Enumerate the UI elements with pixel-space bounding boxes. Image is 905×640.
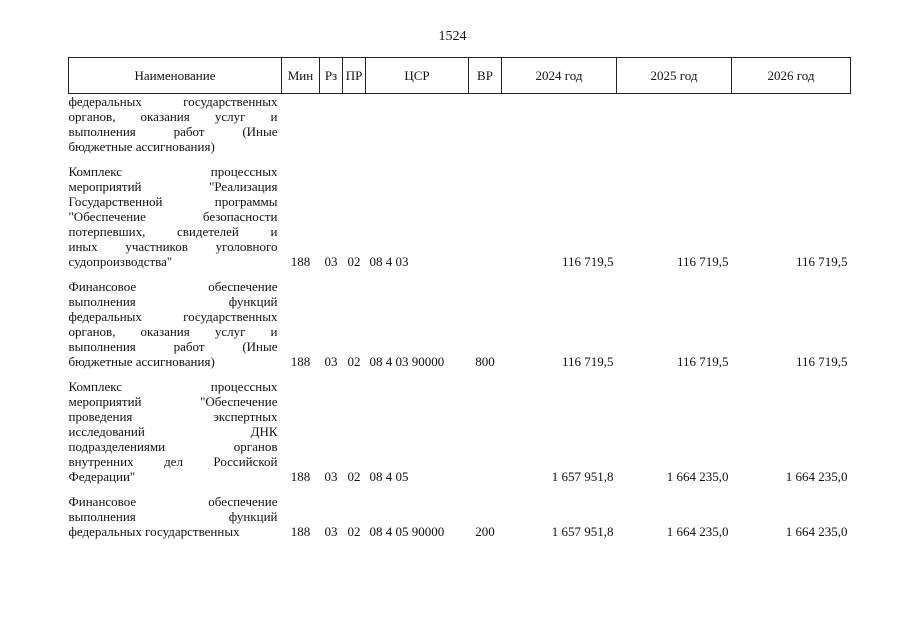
amount-2024-cell: 1 657 951,8 xyxy=(551,524,614,539)
amount-2026-cell: 1 664 235,0 xyxy=(785,469,848,484)
row-spacer xyxy=(69,484,851,494)
table-row xyxy=(69,494,851,539)
col-header-2025: 2025 год xyxy=(617,58,732,94)
row-name-cell xyxy=(69,164,282,269)
min-cell: 188 xyxy=(290,354,311,369)
row-name-line: федеральных государственных xyxy=(68,524,240,539)
table-row xyxy=(69,279,851,369)
row-spacer xyxy=(69,154,851,164)
amount-2026-cell: 116 719,5 xyxy=(795,354,848,369)
budget-table xyxy=(68,57,851,539)
amount-2026-cell xyxy=(732,94,851,155)
amount-2025-cell: 1 664 235,0 xyxy=(666,469,729,484)
row-name-line: внутренних дел Российской xyxy=(68,454,278,469)
row-name-line: подразделениями органов xyxy=(68,439,278,454)
row-name-line: органов, оказания услуг и xyxy=(68,324,278,339)
col-header-vr: ВР xyxy=(469,58,502,94)
csr-cell: 08 4 05 90000 xyxy=(369,524,445,539)
row-name-line: иных участников уголовного xyxy=(68,239,278,254)
csr-cell: 08 4 03 90000 xyxy=(369,354,445,369)
row-name-line: Комплекс процессных xyxy=(68,164,278,179)
rz-cell: 03 xyxy=(324,354,338,369)
page-number: 1524 xyxy=(438,29,467,44)
row-name-line: Федерации" xyxy=(68,469,136,484)
amount-2024-cell: 1 657 951,8 xyxy=(551,469,614,484)
min-cell: 188 xyxy=(290,524,311,539)
row-name-line: федеральных государственных xyxy=(68,94,278,109)
row-name-line: выполнения функций xyxy=(68,509,278,524)
pr-cell: 02 xyxy=(347,354,361,369)
row-spacer-cell xyxy=(69,484,851,494)
row-name-line: выполнения работ (Иные xyxy=(68,124,278,139)
amount-2025-cell: 1 664 235,0 xyxy=(666,524,729,539)
amount-2024-cell xyxy=(502,94,617,155)
row-name-cell xyxy=(69,379,282,484)
pr-cell xyxy=(343,94,366,155)
row-spacer-cell xyxy=(69,269,851,279)
row-name-line: Государственной программы xyxy=(68,194,278,209)
row-spacer xyxy=(69,269,851,279)
row-name-line: Финансовое обеспечение xyxy=(68,494,278,509)
min-cell: 188 xyxy=(290,254,311,269)
csr-cell xyxy=(366,94,469,155)
rz-cell: 03 xyxy=(324,469,338,484)
col-header-name: Наименование xyxy=(69,58,282,94)
table-row xyxy=(69,379,851,484)
col-header-2026: 2026 год xyxy=(732,58,851,94)
rz-cell xyxy=(320,94,343,155)
row-name-line: федеральных государственных xyxy=(68,309,278,324)
pr-cell: 02 xyxy=(347,469,361,484)
rz-cell: 03 xyxy=(324,524,338,539)
amount-2025-cell: 116 719,5 xyxy=(676,254,729,269)
pr-cell: 02 xyxy=(347,524,361,539)
csr-cell: 08 4 03 xyxy=(369,254,409,269)
vr-cell xyxy=(469,94,502,155)
col-header-min: Мин xyxy=(282,58,320,94)
row-name-line: мероприятий "Реализация xyxy=(68,179,278,194)
row-name-line: мероприятий "Обеспечение xyxy=(68,394,278,409)
row-name-line: выполнения работ (Иные xyxy=(68,339,278,354)
amount-2024-cell: 116 719,5 xyxy=(561,254,614,269)
row-name-line: выполнения функций xyxy=(68,294,278,309)
table-row xyxy=(69,94,851,155)
min-cell: 188 xyxy=(290,469,311,484)
amount-2026-cell: 1 664 235,0 xyxy=(785,524,848,539)
row-name-line: органов, оказания услуг и xyxy=(68,109,278,124)
row-spacer-cell xyxy=(69,369,851,379)
col-header-pr: ПР xyxy=(343,58,366,94)
row-name-line: исследований ДНК xyxy=(68,424,278,439)
amount-2026-cell: 116 719,5 xyxy=(795,254,848,269)
vr-cell: 200 xyxy=(475,524,495,539)
row-name-cell xyxy=(69,94,282,155)
col-header-2024: 2024 год xyxy=(502,58,617,94)
row-name-line: Комплекс процессных xyxy=(68,379,278,394)
col-header-csr: ЦСР xyxy=(366,58,469,94)
table-row xyxy=(69,164,851,269)
row-name-cell xyxy=(69,279,282,369)
row-spacer xyxy=(69,369,851,379)
amount-2025-cell xyxy=(617,94,732,155)
table-header-row xyxy=(69,58,851,94)
amount-2025-cell: 116 719,5 xyxy=(676,354,729,369)
row-name-cell xyxy=(69,494,282,539)
csr-cell: 08 4 05 xyxy=(369,469,409,484)
row-name-line: потерпевших, свидетелей и xyxy=(68,224,278,239)
row-name-line: бюджетные ассигнования) xyxy=(68,139,215,154)
row-name-line: Финансовое обеспечение xyxy=(68,279,278,294)
amount-2024-cell: 116 719,5 xyxy=(561,354,614,369)
row-name-line: "Обеспечение безопасности xyxy=(68,209,278,224)
vr-cell xyxy=(469,379,502,484)
rz-cell: 03 xyxy=(324,254,338,269)
pr-cell: 02 xyxy=(347,254,361,269)
col-header-rz: Рз xyxy=(320,58,343,94)
row-name-line: судопроизводства" xyxy=(68,254,173,269)
row-spacer-cell xyxy=(69,154,851,164)
row-name-line: проведения экспертных xyxy=(68,409,278,424)
row-name-line: бюджетные ассигнования) xyxy=(68,354,215,369)
vr-cell xyxy=(469,164,502,269)
min-cell xyxy=(282,94,320,155)
vr-cell: 800 xyxy=(475,354,495,369)
